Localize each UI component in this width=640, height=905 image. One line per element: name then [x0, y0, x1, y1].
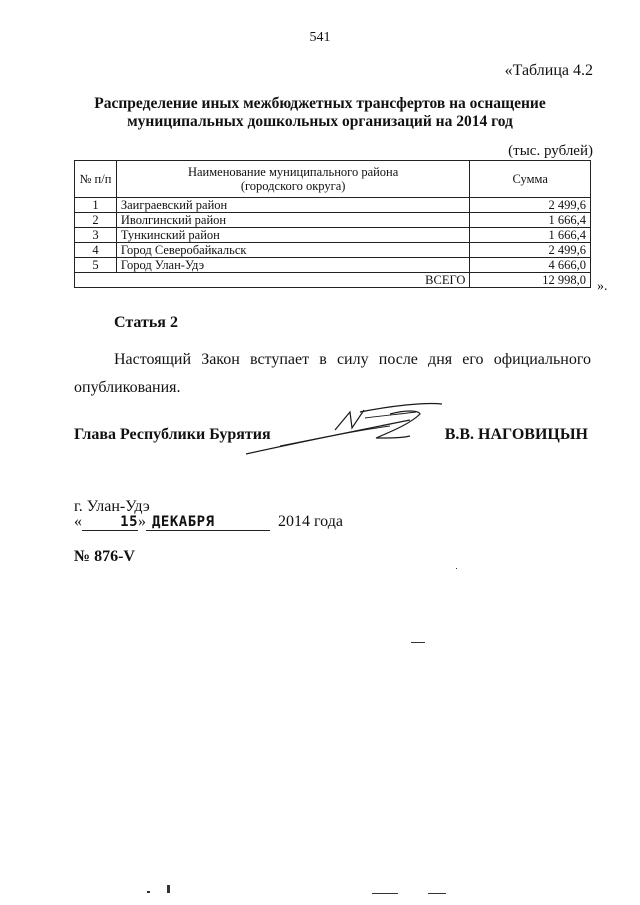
table-header-row — [75, 161, 591, 198]
row-num: 1 — [75, 198, 117, 213]
scan-speck — [372, 893, 398, 894]
table-total-row — [75, 273, 591, 288]
table-row — [75, 228, 591, 243]
city: г. Улан-Удэ — [74, 498, 150, 515]
row-name: Город Улан-Удэ — [116, 258, 470, 273]
article-paragraph: Настоящий Закон вступает в силу после дня его официального опубликования. — [74, 351, 591, 396]
header-name-line-2: (городского округа) — [240, 179, 346, 193]
row-sum: 2 499,6 — [470, 198, 591, 213]
closing-quote: ». — [597, 279, 608, 294]
date-year: 2014 года — [278, 513, 343, 530]
law-number: № 876-V — [74, 548, 135, 565]
scan-speck — [456, 568, 457, 569]
row-num: 3 — [75, 228, 117, 243]
total-sum: 12 998,0 — [470, 273, 591, 288]
total-label: ВСЕГО — [75, 273, 470, 288]
table-row — [75, 258, 591, 273]
article-title: Статья 2 — [114, 314, 178, 331]
row-name: Тункинский район — [116, 228, 470, 243]
row-sum: 1 666,4 — [470, 228, 591, 243]
page-number: 541 — [309, 30, 331, 45]
row-sum: 1 666,4 — [470, 213, 591, 228]
header-num: № п/п — [75, 161, 117, 198]
row-num: 4 — [75, 243, 117, 258]
handwritten-signature — [240, 398, 450, 458]
table-reference: «Таблица 4.2 — [504, 62, 593, 79]
table-row — [75, 243, 591, 258]
date-month-field — [146, 513, 270, 531]
header-name — [116, 161, 470, 198]
row-sum: 2 499,6 — [470, 243, 591, 258]
document-title — [60, 95, 580, 131]
title-line-2: муниципальных дошкольных организаций на 2014 год — [127, 113, 513, 130]
row-name: Иволгинский район — [116, 213, 470, 228]
transfers-table — [74, 160, 591, 288]
row-sum: 4 666,0 — [470, 258, 591, 273]
row-num: 2 — [75, 213, 117, 228]
date-month: ДЕКАБРЯ — [152, 514, 215, 530]
date-close-quote: » — [138, 513, 146, 530]
units-label: (тыс. рублей) — [508, 143, 593, 159]
date-line — [74, 513, 343, 531]
signature-role: Глава Республики Бурятия — [74, 426, 271, 443]
header-name-line-1: Наименование муниципального района — [187, 165, 399, 179]
header-sum: Сумма — [470, 161, 591, 198]
scan-speck — [147, 891, 150, 893]
row-num: 5 — [75, 258, 117, 273]
date-day-field — [82, 513, 138, 531]
date-open-quote: « — [74, 513, 82, 530]
scan-speck — [428, 893, 446, 894]
date-day: 15 — [120, 514, 138, 530]
scan-speck — [411, 642, 425, 643]
table-row — [75, 198, 591, 213]
title-line-1: Распределение иных межбюджетных трансфертов на оснащение — [94, 95, 546, 112]
row-name: Город Северобайкальск — [116, 243, 470, 258]
signature-name: В.В. НАГОВИЦЫН — [444, 426, 588, 443]
table-row — [75, 213, 591, 228]
scan-speck — [167, 885, 170, 893]
row-name: Заиграевский район — [116, 198, 470, 213]
